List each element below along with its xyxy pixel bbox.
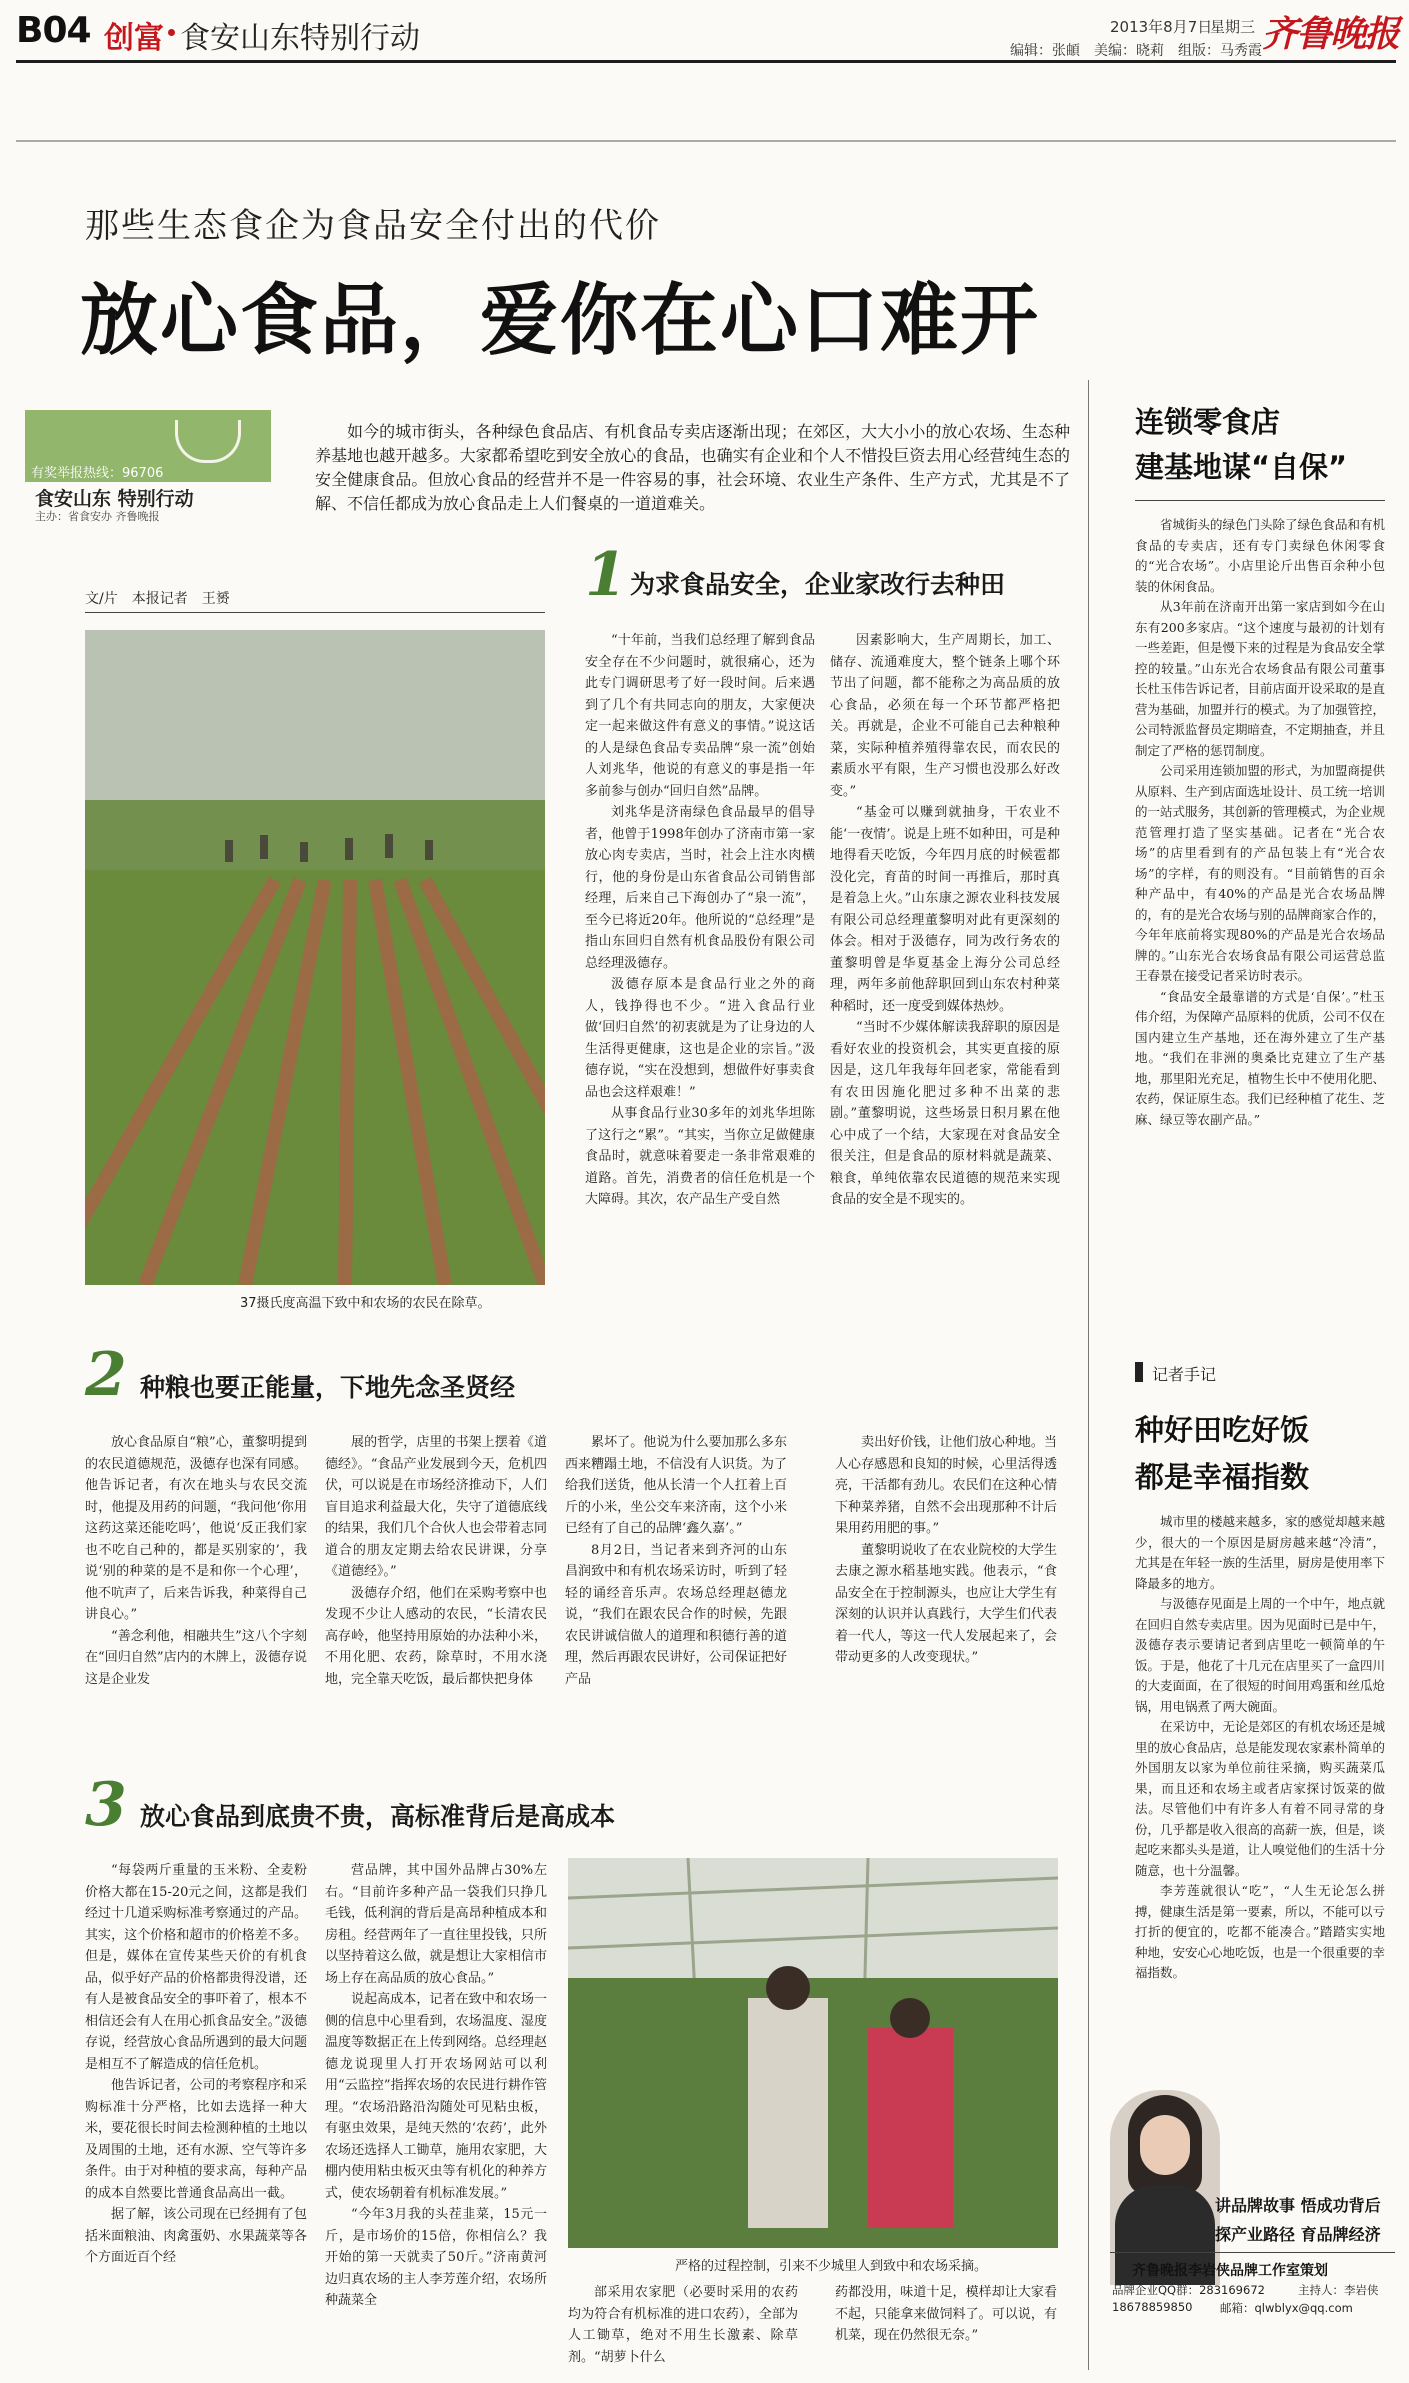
main-headline: 放心食品，爱你在心口难开 (80, 276, 1041, 366)
host-photo (1110, 2090, 1220, 2285)
promo-qq-group: 品牌企业QQ群：283169672 (1112, 2283, 1265, 2297)
side2-p3: 在采访中，无论是郊区的有机农场还是城里的放心食品店，总是能发现农家素朴简单的外国朋友以家为单位前往采摘，购买蔬菜瓜果，而且还和农场主或者店家探讨饭菜的做法。尽管他们中有许多人有着不同寻常的身份，几乎都是收入很高的高薪一族，但是，谈起吃来都头头是道，让人嗅觉他们的生活十分随意，也十分温馨。 (1135, 1719, 1385, 1878)
kicker-headline: 那些生态食企为食品安全付出的代价 (85, 206, 661, 246)
promo-line-2: 探产业路径 育品牌经济 (1215, 2225, 1381, 2244)
sidebar-divider (1088, 380, 1089, 2370)
side1-p1: 省城街头的绿色门头除了绿色食品和有机食品的专卖店，还有专门卖绿色休闲零食的“光合农场”。小店里论斤出售百余种小包装的休闲食品。 (1135, 517, 1385, 594)
promo-line-1: 讲品牌故事 悟成功背后 (1215, 2196, 1381, 2215)
s1-a-p4: 从事食品行业30多年的刘兆华坦陈了这行之“累”。“其实，当你立足做健康食品时，就意味着要走一条非常艰难的道路。首先，消费者的信任危机是一个大障碍。其次，农产品生产受自然 (585, 1106, 815, 1207)
s3-number: 3 (85, 1770, 127, 1840)
page-date: 2013年8月7日 (1110, 18, 1213, 36)
promo-rule (1110, 2252, 1395, 2253)
byline-rule (85, 612, 545, 613)
side1-title-1: 连锁零食店 (1135, 405, 1281, 439)
field-photo (85, 630, 545, 1285)
s3-a-p1: “每袋两斤重量的玉米粉、全麦粉价格大都在15-20元之间，这都是我们经过十几道采购标准考察通过的产品。其实，这个价格和超市的价格差不多。但是，媒体在宣传某些天价的有机食品，似乎好产品的价格都贵得没谱，还有人是被食品安全的事吓着了，根本不相信还会有人在用心抓食品安全。”汲德存说，经营放心食品所遇到的最大问题是相互不了解造成的信任危机。 (85, 1863, 307, 2072)
s2-c1-p1: 放心食品原自“粮”心，董黎明提到的农民道德规范，汲德存也深有同感。他告诉记者，有次在地头与农民交流时，他提及用药的问题，“我问他‘你用这药这菜还能吃吗’，他说‘反正我们家也不吃自己种的，都是买别家的’，我说‘别的种菜的是不是和你一个心理’，他不吭声了，后来告诉我，种菜得自己讲良心。” (85, 1435, 307, 1622)
badge-hotline: 有奖举报热线：96706 (31, 466, 164, 481)
s1-number: 1 (585, 540, 627, 610)
header-rule-thin (16, 140, 1396, 142)
side1-p4: “食品安全最靠谱的方式是‘自保’。”杜玉伟介绍，为保障产品原料的优质，公司不仅在国内建立生产基地，还在海外建立了生产基地。“我们在非洲的奥桑比克建立了生产基地，那里阳光充足，植物生长中不使用化肥、农药，保证原生态。我们已经种植了花生、芝麻、绿豆等农副产品。” (1135, 988, 1385, 1127)
s1-b-p3: “当时不少媒体解读我辞职的原因是看好农业的投资机会，其实更直接的原因是，这几年我每年回老家，常能看到有农田因施化肥过多种不出菜的悲剧。”董黎明说，这些场景日积月累在他心中成了一个结，大家现在对食品安全很关注，但是食品的原材料就是蔬菜、粮食，单纯依靠农民道德的规范来实现食品的安全是不现实的。 (830, 1020, 1060, 1207)
s2-number: 2 (85, 1340, 127, 1410)
s1-a-p3: 汲德存原本是食品行业之外的商人，钱挣得也不少。“进入食品行业做‘回归自然’的初衷就是为了让身边的人生活得更健康，这也是企业的宗旨。”汲德存说，“实在没想到，想做件好事卖食品也会这样艰难！” (585, 977, 815, 1100)
s2-c2-p1: 展的哲学，店里的书架上摆着《道德经》。“食品产业发展到今天，危机四伏，可以说是在市场经济推动下，人们盲目追求利益最大化，失守了道德底线的结果，我们几个合伙人也会带着志同道合的朋友定期去给农民讲课，分享《道德经》。” (325, 1435, 547, 1579)
s1-title: 为求食品安全，企业家改行去种田 (630, 570, 1006, 599)
s1-b-p2: “基金可以赚到就抽身，干农业不能‘一夜情’。说是上班不如种田，可是种地得看天吃饭，今年四月底的时候雹都没化完，育苗的时间一再推后，那时真是着急上火。”山东康之源农业科技发展有限公司总经理董黎明对此有更深刻的体会。相对于汲德存，同为改行务农的董黎明曾是华夏基金上海分公司总经理，两年多前他辞职回到山东农村种菜种稻时，还一度受到媒体热炒。 (830, 805, 1060, 1014)
promo-phone: 18678859850 (1112, 2300, 1193, 2314)
badge-title: 食安山东 特别行动 (35, 488, 194, 510)
section-name: 创富 (104, 21, 164, 56)
s2-title: 种粮也要正能量，下地先念圣贤经 (140, 1373, 516, 1402)
newspaper-logo: 齐鲁晚报 (1262, 13, 1399, 55)
editor-credits: 编辑：张頔 美编：晓莉 组版：马秀霞 (1010, 43, 1262, 59)
side2-p4: 李芳莲就很认“吃”，“人生无论怎么拼搏，健康生活是第一要素，所以，不能可以亏打折的便宜的，吃都不能凑合。”踏踏实实地种地，安安心心地吃饭，也是一个很重要的幸福指数。 (1135, 1883, 1385, 1980)
s3-b-p3: “今年3月我的头茬韭菜，15元一斤，是市场价的15倍，你相信么？我开始的第一天就卖了50斤。”济南黄河边归真农场的主人李芳莲介绍，农场所种蔬菜全 (325, 2207, 547, 2308)
side1-title-2: 建基地谋“自保” (1135, 450, 1348, 484)
s1-a-p2: 刘兆华是济南绿色食品最早的倡导者，他曾于1998年创办了济南市第一家放心肉专卖店，当时，社会上注水肉横行，他的身份是山东省食品公司销售部经理，后来自己下海创办了“泉一流”，至今已将近20年。他所说的“总经理”是指山东回归自然有机食品股份有限公司总经理汲德存。 (585, 805, 815, 971)
s3-d-p1: 药都没用，味道十足，模样却让大家看不起，只能拿来做饲料了。可以说，有机菜，现在仍然很无奈。” (835, 2285, 1057, 2343)
s3-column-b (325, 1860, 547, 2375)
side1-p3: 公司采用连锁加盟的形式，为加盟商提供从原料、生产到店面选址设计、员工统一培训的一站式服务，其创新的管理模式，为企业规范管理打造了坚实基础。记者在“光合农场”的店里看到有的产品包装上有“光合农场”的字样，有的则没有。“目前销售的百余种产品中，有40%的产品是光合农场品牌的，有的是光合农场与别的品牌商家合作的，今年年底前将实现80%的产品是光合农场品牌的。”山东光合农场食品有限公司运营总监王春景在接受记者采访时表示。 (1135, 763, 1385, 983)
side2-p2: 与汲德存见面是上周的一个中午，地点就在回归自然专卖店里。因为见面时已是中午，汲德存表示要请记者到店里吃一顿简单的午饭。于是，他花了十几元在店里买了一盒四川的大麦面面，在了很短的时间用鸡蛋和丝瓜炝锅，用电锅煮了两大碗面。 (1135, 1596, 1385, 1714)
s1-column-b (830, 630, 1060, 1320)
s1-photo-caption: 37摄氏度高温下致中和农场的农民在除草。 (240, 1296, 491, 1311)
page-header (0, 0, 1409, 62)
s2-column-1 (85, 1432, 307, 1747)
side2-title-2: 都是幸福指数 (1135, 1460, 1310, 1494)
side1-rule (1135, 500, 1385, 501)
s1-column-a (585, 630, 815, 1320)
page-code: B04 (16, 10, 91, 51)
s3-column-a (85, 1860, 307, 2375)
s3-a-p2: 他告诉记者，公司的考察程序和采购标准十分严格，比如去选择一种大米，要花很长时间去检测种植的土地以及周围的土地，还有水源、空气等许多条件。由于对种植的要求高，每种产品的成本自然要比普通食品高出一截。 (85, 2078, 307, 2201)
side2-title-1: 种好田吃好饭 (1135, 1413, 1310, 1447)
s3-column-d (835, 2282, 1057, 2372)
s2-c3-p2: 8月2日，当记者来到齐河的山东昌润致中和有机农场采访时，听到了轻轻的诵经音乐声。农场总经理赵德龙说，“我们在跟农民合作的时候，先跟农民讲诚信做人的道理和积德行善的道理，然后再跟农民讲好，公司保证把好产品 (565, 1542, 787, 1687)
s3-b-p1: 营品牌，其中国外品牌占30%左右。“目前许多种产品一袋我们只挣几毛钱，低利润的背后是高昂种植成本和房租。经营两年了一直往里投钱，只所以坚持着这么做，就是想让大家相信市场上存在高品质的放心食品。” (325, 1863, 547, 1986)
promo-studio: 齐鲁晚报李岩侠品牌工作室策划 (1132, 2263, 1328, 2279)
s2-column-4 (835, 1432, 1057, 1747)
side2-kicker-bar (1135, 1362, 1143, 1382)
promo-box (1110, 2090, 1400, 2375)
side2-body (1135, 1512, 1385, 2077)
s1-photo (85, 630, 545, 1285)
byline: 文/片 本报记者 王赟 (85, 591, 230, 607)
header-rule (16, 60, 1396, 63)
promo-host: 主持人：李岩侠 (1298, 2283, 1379, 2297)
s2-c4-p1: 卖出好价钱，让他们放心种地。当人心存感恩和良知的时候，心里活得透亮，干活都有劲儿。农民们在这种心情下种菜养猪，自然不会出现那种不计后果用药用肥的事。” (835, 1435, 1057, 1536)
s2-c3-p1: 累坏了。他说为什么要加那么多东西来糟蹋土地，不信没有人识货。为了给我们送货，他从长清一个人扛着上百斤的小米，坐公交车来济南，这个小米已经有了自己的品牌‘鑫久嘉’。” (565, 1435, 787, 1536)
side2-p1: 城市里的楼越来越多，家的感觉却越来越少，很大的一个原因是厨房越来越“冷清”，尤其是在年轻一族的生活里，厨房是使用率下降最多的地方。 (1135, 1514, 1385, 1591)
s3-photo (568, 1858, 1058, 2248)
lead-intro (315, 420, 1070, 520)
side1-p2: 从3年前在济南开出第一家店到如今在山东有200多家店。“这个速度与最初的计划有一些差距，但是慢下来的过程是为食品安全掌控的较量。”山东光合农场食品有限公司董事长杜玉伟告诉记者，目前店面开设采取的是直营为基础，加盟并行的模式。为了加强管控，公司特派监督员定期暗查，不定期抽查，并且制定了严格的惩罚制度。 (1135, 599, 1385, 758)
side1-body (1135, 515, 1385, 1345)
s3-b-p2: 说起高成本，记者在致中和农场一侧的信息中心里看到，农场温度、湿度温度等数据正在上传到网络。总经理赵德龙说现里人打开农场网站可以利用“云监控”指挥农场的农民进行耕作管理。“农场沿路沿沟随处可见粘虫板，有驱虫效果，是纯天然的‘农药’，此外农场还选择人工锄草，施用农家肥，大棚内使用粘虫板灭虫等有机化的种养方式，使农场朝着有机标准发展。” (325, 1992, 547, 2201)
promo-email: 邮箱：qlwblyx@qq.com (1220, 2301, 1353, 2315)
s3-c-p1: 部采用农家肥（必要时采用的农药均为符合有机标准的进口农药），全部为人工锄草，绝对不用生长激素、除草剂。“胡萝卜什么 (568, 2285, 798, 2365)
s3-title: 放心食品到底贵不贵，高标准背后是高成本 (140, 1802, 616, 1831)
column-name: 食安山东特别行动 (180, 21, 420, 56)
s2-column-2 (325, 1432, 547, 1747)
campaign-badge (25, 410, 271, 523)
greenhouse-photo (568, 1858, 1058, 2248)
section-dot (168, 29, 175, 36)
lead-intro-text: 如今的城市街头，各种绿色食品店、有机食品专卖店逐渐出现；在郊区，大大小小的放心农场、生态种养基地也越开越多。大家都希望吃到安全放心的食品，也确实有企业和个人不惜投巨资去用心经营纯生态的安全健康食品。但放心食品的经营并不是一件容易的事，社会环境、农业生产条件、生产方式，尤其是不了解、不信任都成为放心食品走上人们餐桌的一道道难关。 (315, 422, 1070, 513)
side2-kicker: 记者手记 (1152, 1365, 1217, 1384)
s2-c1-p2: “善念利他，相融共生”这八个字刻在“回归自然”店内的木牌上，汲德存说这是企业发 (85, 1628, 307, 1687)
s1-b-p1: 因素影响大，生产周期长，加工、储存、流通难度大，整个链条上哪个环节出了问题，都不能称之为高品质的放心食品，必须在每一个环节都严格把关。再就是，企业不可能自己去种粮种菜，实际种植养殖得靠农民，而农民的素质水平有限，生产习惯也没那么好改变。” (830, 633, 1060, 799)
s2-c4-p2: 董黎明说收了在农业院校的大学生去康之源水稻基地实践。他表示，“食品安全在于控制源头，也应让大学生有深刻的认识并认真践行，大学生们代表着一代人，等这一代人发展起来了，会带动更多的人改变现状。” (835, 1542, 1057, 1665)
s3-a-p3: 据了解，该公司现在已经拥有了包括米面粮油、肉禽蛋奶、水果蔬菜等各个方面近百个经 (85, 2207, 307, 2265)
s1-a-p1: “十年前，当我们总经理了解到食品安全存在不少问题时，就很痛心，还为此专门调研思考了好一段时间。后来遇到了几个有共同志向的朋友，大家便决定一起来做这件有意义的事情。”说这话的人是绿色食品专卖品牌“泉一流”创始人刘兆华，他说的有意义的事是指一年多前参与创办“回归自然”品牌。 (585, 633, 815, 799)
page-weekday: 星期三 (1210, 18, 1256, 36)
s3-photo-caption: 严格的过程控制，引来不少城里人到致中和农场采摘。 (675, 2259, 988, 2274)
s3-column-c (568, 2282, 798, 2372)
badge-sponsor: 主办：省食安办 齐鲁晚报 (35, 510, 160, 523)
s2-column-3 (565, 1432, 787, 1747)
s2-c2-p2: 汲德存介绍，他们在采购考察中也发现不少让人感动的农民，“长清农民高存岭，他坚持用原始的办法种小米，不用化肥、农药，除草时，不用水浇地，完全靠天吃饭，最后都快把身体 (325, 1585, 547, 1687)
